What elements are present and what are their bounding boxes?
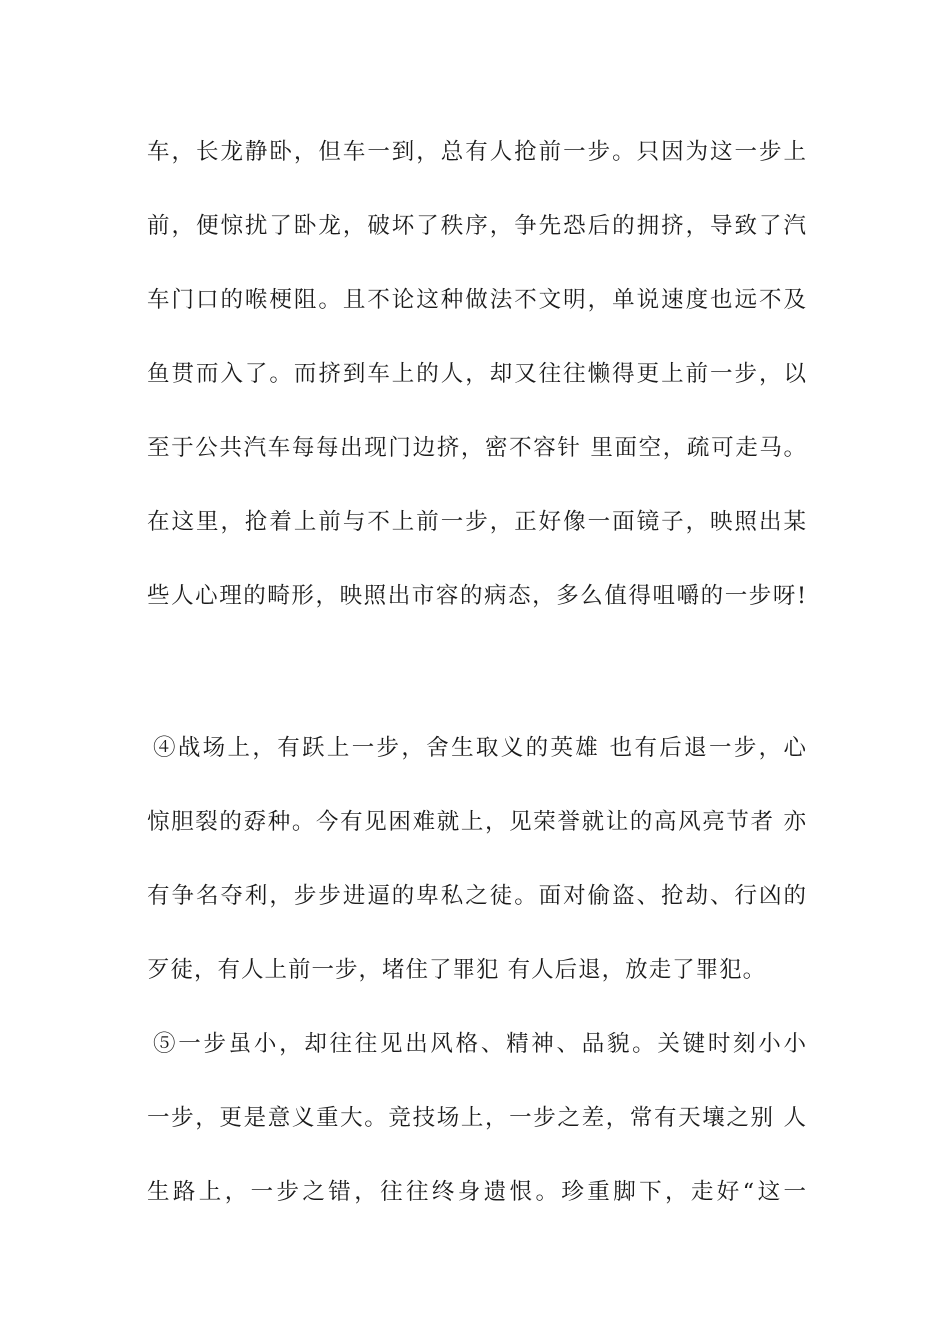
paragraph-line: 车，长龙静卧，但车一到，总有人抢前一步。只因为这一步上 <box>147 139 807 165</box>
paragraph-line: 些人心理的畸形，映照出市容的病态，多么值得咀嚼的一步呀! <box>147 583 807 609</box>
paragraph-line: 前，便惊扰了卧龙，破坏了秩序，争先恐后的拥挤，导致了汽 <box>147 213 807 239</box>
paragraph-line: 鱼贯而入了。而挤到车上的人，却又往往懒得更上前一步，以 <box>147 361 807 387</box>
paragraph-line: ⑤一步虽小，却往往见出风格、精神、品貌。关键时刻小小 <box>153 1031 807 1057</box>
paragraph-line: 车门口的喉梗阻。且不论这种做法不文明，单说速度也远不及 <box>147 287 807 313</box>
paragraph-line: 一步，更是意义重大。竞技场上，一步之差，常有天壤之别 人 <box>147 1105 807 1131</box>
paragraph-line: 在这里，抢着上前与不上前一步，正好像一面镜子，映照出某 <box>147 509 807 535</box>
paragraph-line: 生路上，一步之错，往往终身遗恨。珍重脚下，走好“这一 <box>147 1179 807 1205</box>
paragraph-line: 至于公共汽车每每出现门边挤，密不容针 里面空，疏可走马。 <box>147 435 807 461</box>
paragraph-line: ④战场上，有跃上一步，舍生取义的英雄 也有后退一步，心 <box>153 735 807 761</box>
paragraph-line: 有争名夺利，步步进逼的卑私之徒。面对偷盗、抢劫、行凶的 <box>147 883 807 909</box>
paragraph-line: 歹徒，有人上前一步，堵住了罪犯 有人后退，放走了罪犯。 <box>147 957 767 983</box>
paragraph-line: 惊胆裂的孬种。今有见困难就上，见荣誉就让的高风亮节者 亦 <box>147 809 807 835</box>
